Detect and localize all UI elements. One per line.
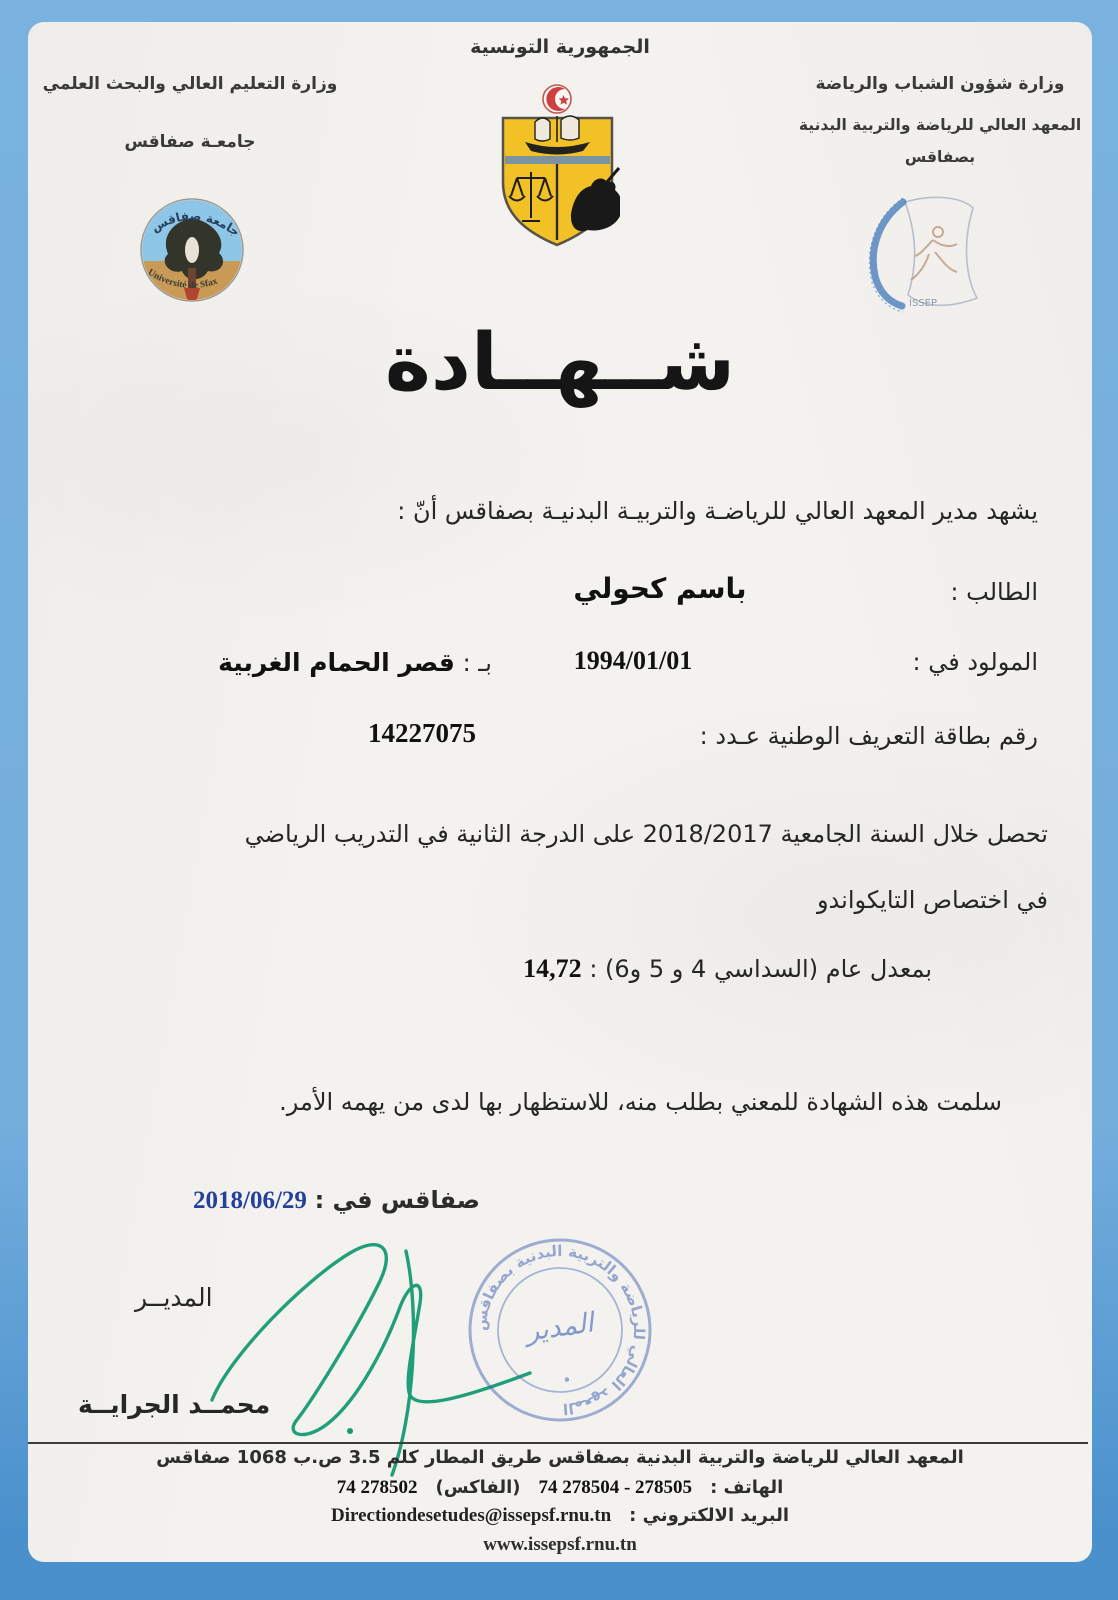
institute-city-label: بصفاقس bbox=[904, 148, 976, 166]
director-stamp bbox=[449, 1219, 670, 1440]
ministry-higher-education-label: وزارة التعليم العالي والبحث العلمي bbox=[42, 74, 338, 94]
achievement-line-1: تحصل خلال السنة الجامعية 2018/2017 على الدرجة الثانية في التدريب الرياضي bbox=[244, 820, 1048, 848]
student-label: الطالب : bbox=[950, 578, 1038, 606]
university-logo-latin-text: Université de Sfax bbox=[145, 267, 219, 292]
phone-number: 74 278504 - 278505 bbox=[538, 1477, 693, 1498]
intro-line: يشهد مدير المعهد العالي للرياضـة والتربيـة البدنيـة بصفاقس أنّ : bbox=[397, 497, 1038, 525]
fax-label: (الفاكس) bbox=[435, 1477, 521, 1498]
footer-email-line bbox=[28, 1505, 1092, 1527]
university-of-sfax-label: جامعـة صفاقس bbox=[124, 132, 256, 152]
issep-logo-text: ISSEP bbox=[909, 298, 937, 309]
director-title-label: المديــر bbox=[135, 1283, 213, 1312]
tunisia-coat-of-arms-icon bbox=[495, 82, 620, 247]
footer-website: www.issepsf.rnu.tn bbox=[483, 1534, 637, 1555]
director-name: محمــد الجرايــة bbox=[78, 1390, 271, 1419]
email-address: Directiondesetudes@issepsf.rnu.tn bbox=[330, 1505, 612, 1526]
footer-address: المعهد العالي للرياضة والتربية البدنية بصفاقس طريق المطار كلم 3.5 ص.ب 1068 صفاقس bbox=[156, 1447, 964, 1468]
institute-name-label: المعهد العالي للرياضة والتربية البدنية bbox=[798, 116, 1082, 134]
university-of-sfax-logo bbox=[126, 170, 258, 320]
footer-phone-line bbox=[28, 1477, 1092, 1499]
delivery-line: سلمت هذه الشهادة للمعني بطلب منه، للاستظهار بها لدى من يهمه الأمر. bbox=[279, 1088, 1002, 1116]
place-label: صفاقس في : bbox=[314, 1186, 480, 1214]
birthplace-name: قصر الحمام الغربية bbox=[218, 648, 455, 677]
id-label: رقم بطاقة التعريف الوطنية عـدد : bbox=[699, 722, 1038, 750]
birthplace-prefix: بـ : bbox=[462, 649, 492, 677]
id-number: 14227075 bbox=[368, 718, 476, 748]
issue-date: 2018/06/29 bbox=[193, 1187, 307, 1214]
certificate-title: شــهــادة bbox=[384, 318, 736, 408]
born-label: المولود في : bbox=[912, 648, 1038, 676]
republic-label: الجمهورية التونسية bbox=[470, 36, 650, 58]
fax-number: 74 278502 bbox=[336, 1477, 418, 1498]
average-label: بمعدل عام (السداسي 4 و 5 و6) : bbox=[589, 955, 932, 983]
email-label: البريد الالكتروني : bbox=[629, 1505, 790, 1526]
phone-label: الهاتف : bbox=[710, 1477, 784, 1498]
achievement-line-2: في اختصاص التايكواندو bbox=[816, 886, 1048, 914]
university-logo-arabic-text: جامعة صفاقس bbox=[149, 208, 243, 240]
stamp-ring-text: المعهد العالي للرياضة والتربية البدنية بصفاقس bbox=[471, 1241, 649, 1418]
birth-date: 1994/01/01 bbox=[573, 646, 693, 675]
ministry-youth-sports-label: وزارة شؤون الشباب والرياضة bbox=[815, 74, 1065, 94]
footer-divider bbox=[28, 1442, 1088, 1444]
student-name: باسم كحولي bbox=[573, 572, 747, 605]
certificate-paper bbox=[28, 22, 1092, 1562]
issep-logo bbox=[845, 188, 1000, 323]
average-value: 14,72 bbox=[523, 954, 582, 983]
stamp-center-text: المدير bbox=[523, 1307, 596, 1348]
